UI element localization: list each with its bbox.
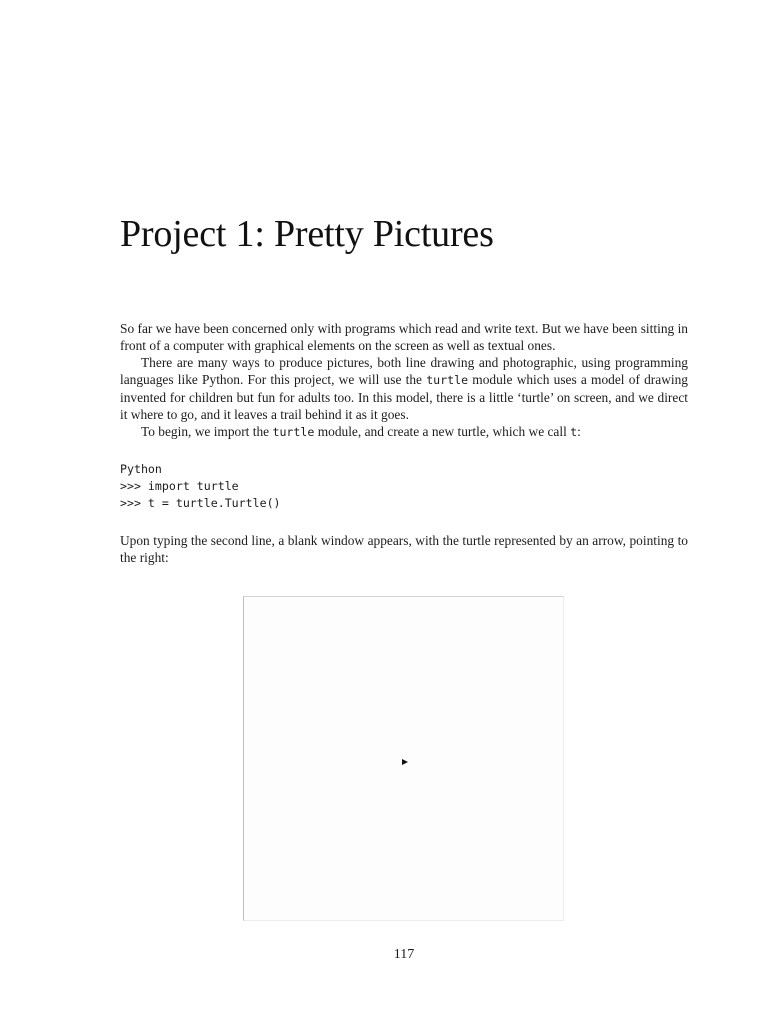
inline-code-t: t	[570, 425, 578, 439]
intro-text	[120, 320, 688, 441]
inline-code-turtle: turtle	[272, 425, 315, 439]
inline-code-turtle: turtle	[426, 373, 469, 387]
code-line: >>> t = turtle.Turtle()	[120, 496, 281, 510]
text-run: There are many ways to produce pictures, both line drawing and photographic, using programming languages like Python. For this project, we will use the	[120, 355, 688, 387]
text-run: module which uses a model of drawing invented for children but fun for adults too. In this model, there is a little ‘turtle’ on screen, and we direct it where to go, and it leaves a trail behind it as it goes.	[120, 372, 688, 422]
code-block	[120, 461, 281, 512]
text-run: To begin, we import the	[141, 424, 273, 439]
after-code-paragraph: Upon typing the second line, a blank window appears, with the turtle represented by an arrow, pointing to the right:	[120, 533, 688, 565]
intro-paragraph-3	[120, 423, 688, 441]
code-language-label: Python	[120, 462, 162, 476]
chapter-title: Project 1: Pretty Pictures	[120, 213, 494, 255]
page-number: 117	[393, 947, 415, 962]
text-run: module, and create a new turtle, which we call	[314, 424, 571, 439]
turtle-window-figure	[243, 596, 564, 921]
arrow-right-icon	[402, 759, 408, 765]
text-run: :	[577, 424, 581, 439]
code-line: >>> import turtle	[120, 479, 239, 493]
intro-paragraph-1: So far we have been concerned only with programs which read and write text. But we have been sitting in front of a computer with graphical elements on the screen as well as textual ones.	[120, 321, 688, 353]
intro-paragraph-2	[120, 354, 688, 423]
